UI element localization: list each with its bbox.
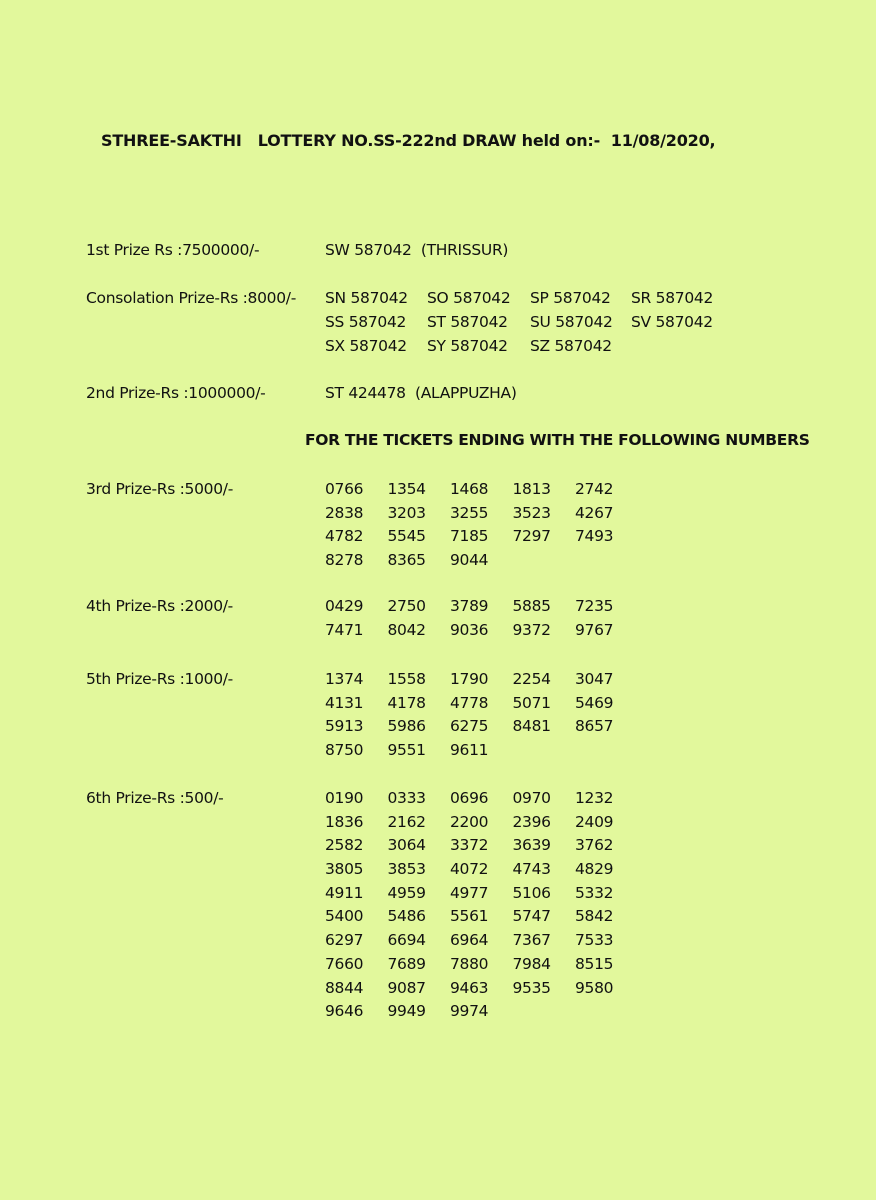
fifth-prize-number: 5071: [512, 693, 551, 712]
fifth-prize-number: 3047: [575, 670, 614, 688]
sixth-prize-number: 5400: [325, 907, 364, 926]
sixth-prize-number: 9949: [387, 1002, 426, 1021]
sixth-prize-number: 7984: [512, 954, 551, 973]
consolation-ticket: SN 587042: [325, 289, 408, 307]
sixth-prize-number: 4072: [450, 860, 489, 879]
sixth-prize-number: 3853: [387, 860, 426, 879]
sixth-prize-number: 3064: [387, 836, 426, 855]
fifth-prize-number: 8481: [512, 717, 551, 736]
sixth-prize-number: 5842: [575, 907, 614, 926]
sixth-prize-number: 9087: [387, 978, 426, 997]
sixth-prize-number: 7660: [325, 954, 364, 973]
third-prize-number: 2838: [325, 503, 364, 522]
third-prize-number: 9044: [450, 551, 489, 570]
third-prize-number: 3203: [387, 503, 426, 522]
fifth-prize-number: 5986: [387, 717, 426, 736]
sixth-prize-numbers: [325, 789, 638, 1026]
sixth-prize-number: 0970: [512, 789, 551, 807]
sixth-prize-number: 2409: [575, 812, 614, 831]
sixth-prize-number: 0696: [450, 789, 489, 807]
consolation-ticket: ST 587042: [427, 313, 508, 331]
consolation-prize-label: Consolation Prize-Rs :8000/-: [86, 289, 296, 307]
sixth-prize-number: 4743: [512, 860, 551, 879]
first-prize-ticket: SW 587042 (THRISSUR): [325, 241, 509, 259]
sixth-prize-number: 3372: [450, 836, 489, 855]
fourth-prize-number: 9372: [512, 620, 551, 639]
sixth-prize-number: 2396: [512, 812, 551, 831]
third-prize-number: 3523: [512, 503, 551, 522]
fifth-prize-number: 1374: [325, 670, 364, 688]
sixth-prize-number: 9580: [575, 978, 614, 997]
consolation-ticket: SY 587042: [427, 337, 508, 355]
sixth-prize-number: 9463: [450, 978, 489, 997]
sixth-prize-number: 7533: [575, 931, 614, 950]
third-prize-number: 7297: [512, 527, 551, 546]
third-prize-number: 1813: [512, 480, 551, 498]
fifth-prize-number: 9611: [450, 741, 489, 760]
fifth-prize-number: 4131: [325, 693, 364, 712]
sixth-prize-number: 7689: [387, 954, 426, 973]
third-prize-number: 8278: [325, 551, 364, 570]
third-prize-number: 7185: [450, 527, 489, 546]
consolation-ticket: SR 587042: [631, 289, 714, 307]
sixth-prize-number: 4911: [325, 883, 364, 902]
sixth-prize-number: 5332: [575, 883, 614, 902]
sixth-prize-number: 4829: [575, 860, 614, 879]
third-prize-number: 4267: [575, 503, 614, 522]
ending-numbers-heading: FOR THE TICKETS ENDING WITH THE FOLLOWING NUMBERS: [305, 431, 810, 449]
second-prize-label: 2nd Prize-Rs :1000000/-: [86, 384, 266, 402]
sixth-prize-number: 4959: [387, 883, 426, 902]
sixth-prize-number: 5561: [450, 907, 489, 926]
third-prize-number: 8365: [387, 551, 426, 570]
fifth-prize-number: 1790: [450, 670, 489, 688]
sixth-prize-number: 7367: [512, 931, 551, 950]
consolation-ticket: SX 587042: [325, 337, 407, 355]
fourth-prize-number: 7235: [575, 597, 614, 615]
fifth-prize-number: 5913: [325, 717, 364, 736]
third-prize-number: 3255: [450, 503, 489, 522]
fourth-prize-number: 9036: [450, 620, 489, 639]
first-prize-label: 1st Prize Rs :7500000/-: [86, 241, 260, 259]
fifth-prize-number: 1558: [387, 670, 426, 688]
third-prize-label: 3rd Prize-Rs :5000/-: [86, 480, 234, 498]
sixth-prize-number: 5106: [512, 883, 551, 902]
sixth-prize-number: 9646: [325, 1002, 364, 1021]
sixth-prize-number: 1232: [575, 789, 614, 807]
fifth-prize-number: 4778: [450, 693, 489, 712]
fifth-prize-number: 8657: [575, 717, 614, 736]
second-prize-ticket: ST 424478 (ALAPPUZHA): [325, 384, 517, 402]
sixth-prize-number: 7880: [450, 954, 489, 973]
sixth-prize-number: 5747: [512, 907, 551, 926]
sixth-prize-number: 2162: [387, 812, 426, 831]
third-prize-number: 4782: [325, 527, 364, 546]
fifth-prize-number: 4178: [387, 693, 426, 712]
consolation-ticket: SU 587042: [530, 313, 613, 331]
fourth-prize-numbers: [325, 597, 638, 644]
sixth-prize-number: 3639: [512, 836, 551, 855]
third-prize-number: 0766: [325, 480, 364, 498]
sixth-prize-number: 0190: [325, 789, 364, 807]
sixth-prize-number: 2582: [325, 836, 364, 855]
consolation-ticket: SS 587042: [325, 313, 407, 331]
third-prize-number: 1354: [387, 480, 426, 498]
fourth-prize-number: 2750: [387, 597, 426, 615]
sixth-prize-number: 5486: [387, 907, 426, 926]
fourth-prize-number: 0429: [325, 597, 364, 615]
fourth-prize-label: 4th Prize-Rs :2000/-: [86, 597, 233, 615]
fourth-prize-number: 7471: [325, 620, 364, 639]
third-prize-number: 1468: [450, 480, 489, 498]
sixth-prize-number: 6297: [325, 931, 364, 950]
consolation-ticket: SP 587042: [530, 289, 611, 307]
sixth-prize-number: 2200: [450, 812, 489, 831]
sixth-prize-number: 3762: [575, 836, 614, 855]
fifth-prize-number: 8750: [325, 741, 364, 760]
fourth-prize-number: 9767: [575, 620, 614, 639]
sixth-prize-number: 0333: [387, 789, 426, 807]
consolation-ticket: SZ 587042: [530, 337, 612, 355]
fifth-prize-numbers: [325, 670, 638, 765]
sixth-prize-label: 6th Prize-Rs :500/-: [86, 789, 224, 807]
sixth-prize-number: 4977: [450, 883, 489, 902]
fifth-prize-number: 2254: [512, 670, 551, 688]
sixth-prize-number: 8844: [325, 978, 364, 997]
fifth-prize-number: 5469: [575, 693, 614, 712]
sixth-prize-number: 1836: [325, 812, 364, 831]
fourth-prize-number: 3789: [450, 597, 489, 615]
fourth-prize-number: 5885: [512, 597, 551, 615]
fifth-prize-label: 5th Prize-Rs :1000/-: [86, 670, 233, 688]
sixth-prize-number: 6964: [450, 931, 489, 950]
fifth-prize-number: 9551: [387, 741, 426, 760]
consolation-ticket: SV 587042: [631, 313, 713, 331]
sixth-prize-number: 9535: [512, 978, 551, 997]
sixth-prize-number: 8515: [575, 954, 614, 973]
sixth-prize-number: 3805: [325, 860, 364, 879]
third-prize-numbers: [325, 480, 638, 575]
third-prize-number: 2742: [575, 480, 614, 498]
consolation-ticket-list: [325, 289, 731, 361]
consolation-ticket: SO 587042: [427, 289, 511, 307]
page-title: STHREE-SAKTHI LOTTERY NO.SS-222nd DRAW held on:- 11/08/2020,: [101, 131, 716, 150]
fifth-prize-number: 6275: [450, 717, 489, 736]
sixth-prize-number: 6694: [387, 931, 426, 950]
third-prize-number: 5545: [387, 527, 426, 546]
sixth-prize-number: 9974: [450, 1002, 489, 1021]
third-prize-number: 7493: [575, 527, 614, 546]
fourth-prize-number: 8042: [387, 620, 426, 639]
